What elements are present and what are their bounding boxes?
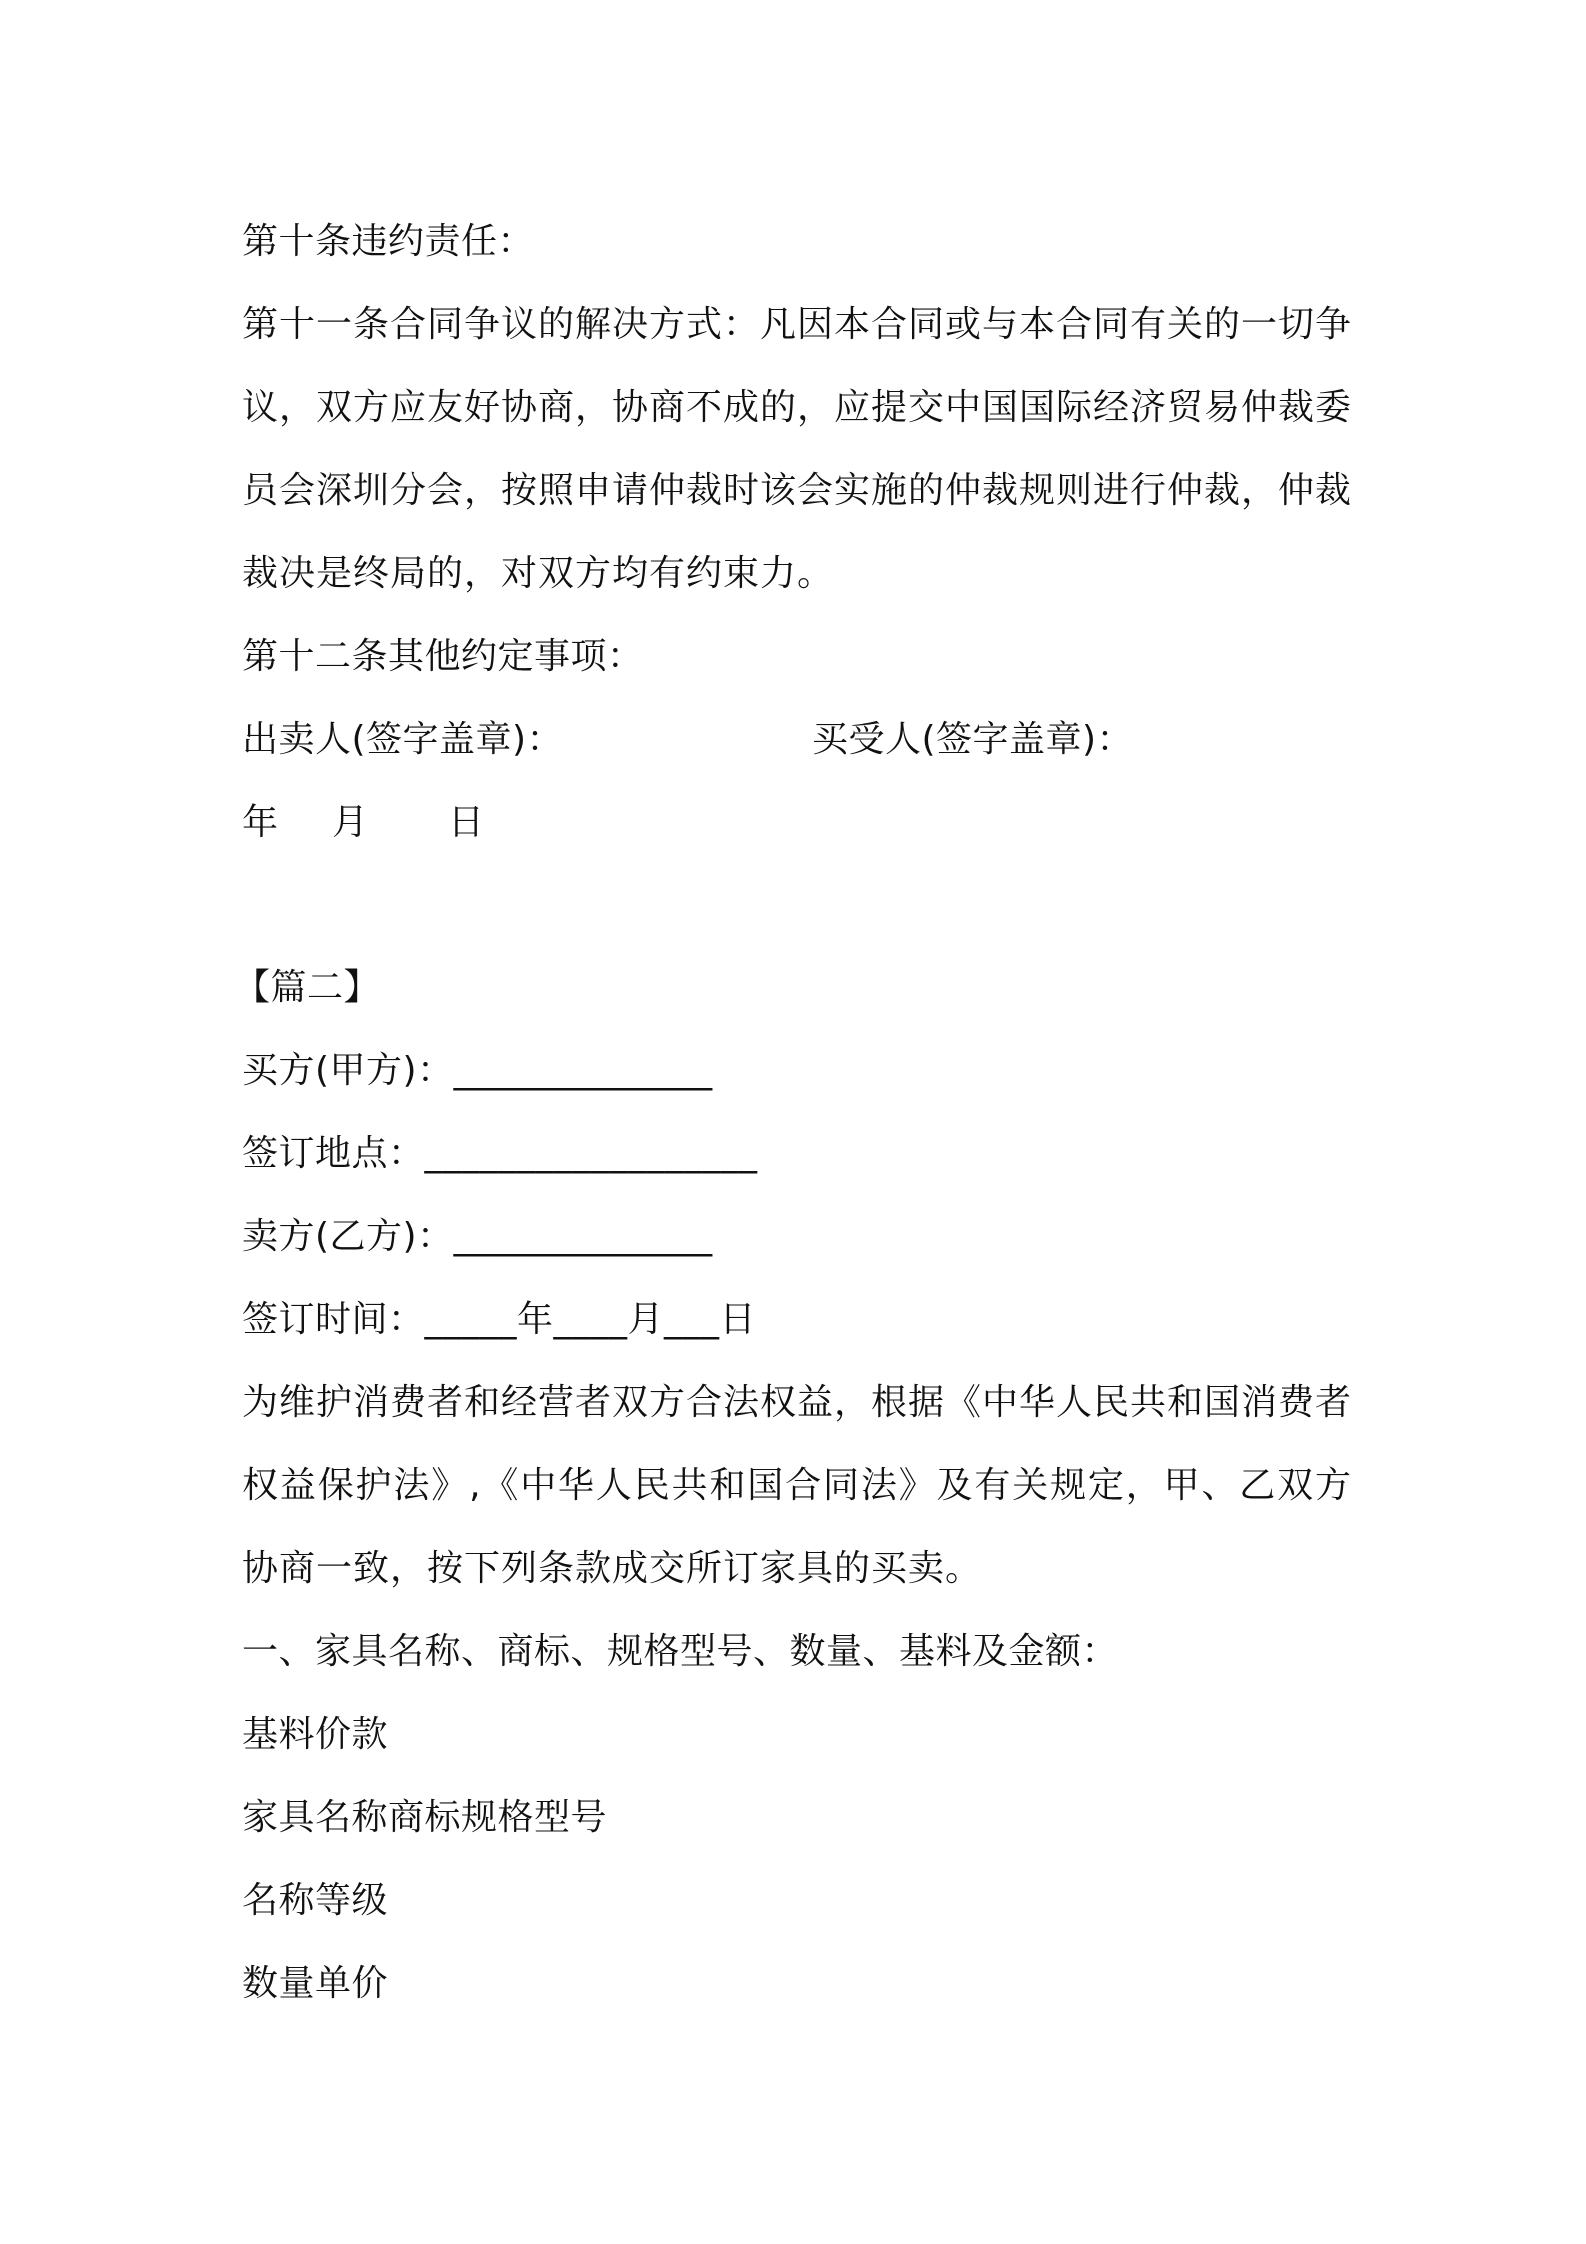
- item-one-heading: 一、家具名称、商标、规格型号、数量、基料及金额：: [242, 1631, 1119, 1672]
- contract-intro: 为维护消费者和经营者双方合法权益，根据《中华人民共和国消费者权益保护法》,《中华人民共和国合同法》及有关规定，甲、乙双方协商一致，按下列条款成交所订家具的买卖。: [242, 1382, 1353, 1589]
- part-two-heading: 【篇二】: [234, 967, 381, 1008]
- table-line: 基料价款: [242, 1714, 389, 1755]
- document-body: [234, 200, 1353, 2025]
- seller-signature-label: 出卖人(签字盖章)：: [242, 719, 564, 760]
- table-line: 家具名称商标规格型号: [242, 1797, 608, 1838]
- date-day-label: 日: [448, 802, 485, 843]
- article-11: 第十一条合同争议的解决方式：凡因本合同或与本合同有关的一切争议，双方应友好协商，协商不成的，应提交中国国际经济贸易仲裁委员会深圳分会，按照申请仲裁时该会实施的仲裁规则进行仲裁，仲裁裁决是终局的，对双方均有约束力。: [242, 304, 1353, 594]
- buyer-signature-label: 买受人(签字盖章)：: [812, 719, 1134, 760]
- date-month-label: 月: [332, 802, 369, 843]
- signature-date: [242, 781, 1352, 864]
- signing-place-line: 签订地点：__________________: [242, 1133, 758, 1174]
- seller-party-line: 卖方(乙方)：______________: [242, 1216, 713, 1257]
- table-line: 名称等级: [242, 1880, 389, 1921]
- article-10: 第十条违约责任：: [242, 221, 535, 262]
- signing-time-line: 签订时间：_____年____月___日: [242, 1299, 757, 1340]
- table-line: 数量单价: [242, 1963, 389, 2004]
- buyer-party-line: 买方(甲方)：______________: [242, 1050, 713, 1091]
- date-year-label: 年: [242, 802, 279, 843]
- article-12: 第十二条其他约定事项：: [242, 636, 644, 677]
- section-spacer: [242, 864, 1352, 946]
- signature-row: [242, 698, 1352, 781]
